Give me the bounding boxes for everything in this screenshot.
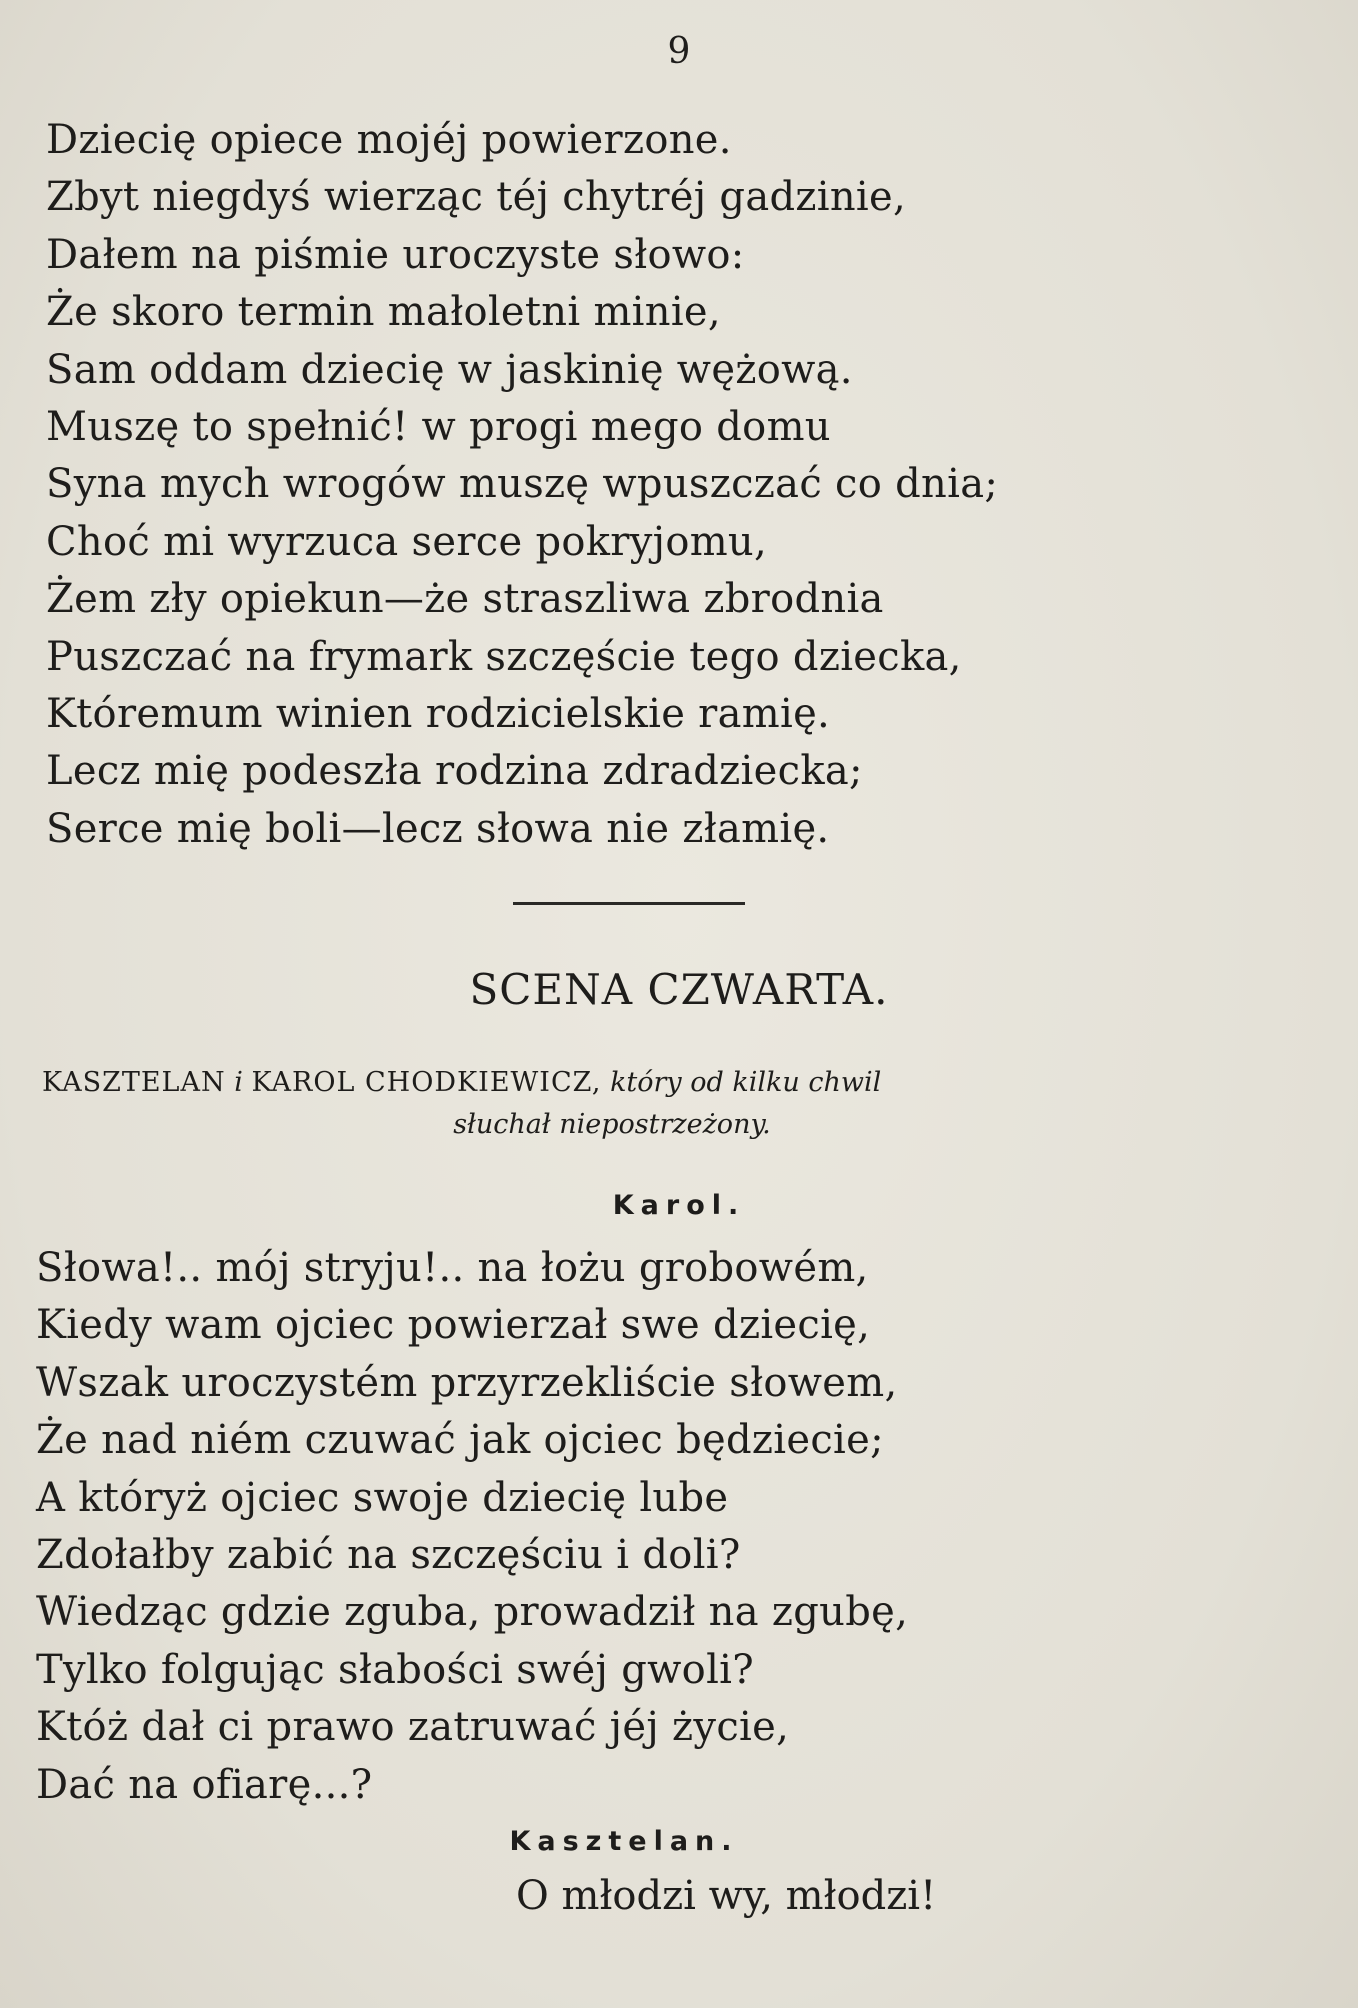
stage-direction-text: który od kilku chwil (610, 1067, 882, 1098)
conjunction: i (234, 1067, 243, 1098)
verse-block-1 (46, 112, 998, 858)
verse-line: Dałem na piśmie uroczyste słowo: (46, 231, 745, 278)
character-name: KASZTELAN (42, 1067, 226, 1098)
verse-line: Że nad niém czuwać jak ojciec będziecie; (36, 1417, 884, 1464)
verse-line: Tylko folgując słabości swéj gwoli? (36, 1646, 754, 1693)
verse-line: Lecz mię podeszła rodzina zdradziecka; (46, 748, 863, 795)
speaker-label: Karol. (612, 1190, 746, 1221)
verse-line: Puszczać na frymark szczęście tego dziecka, (46, 633, 962, 680)
verse-line: Dać na ofiarę...? (36, 1761, 373, 1808)
verse-line: Serce mię boli—lecz słowa nie złamię. (46, 805, 830, 852)
verse-line: Wiedząc gdzie zguba, prowadził na zgubę, (36, 1589, 909, 1636)
speaker-label: Kasztelan. (509, 1826, 739, 1857)
verse-line: Zbyt niegdyś wierząc téj chytréj gadzinie, (46, 174, 907, 221)
verse-line: Zdołałby zabić na szczęściu i doli? (36, 1532, 741, 1579)
verse-line: Że skoro termin małoletni minie, (46, 289, 721, 336)
verse-line: Kiedy wam ojciec powierzał swe dziecię, (36, 1302, 871, 1349)
verse-line: Któż dał ci prawo zatruwać jéj życie, (36, 1704, 790, 1751)
stage-direction-text: słuchał niepostrzeżony. (453, 1109, 771, 1140)
stage-direction (42, 1062, 1222, 1146)
verse-line: Wszak uroczystém przyrzekliście słowem, (36, 1359, 898, 1406)
verse-line: Syna mych wrogów muszę wpuszczać co dnia; (46, 461, 999, 508)
verse-line: Sam oddam dziecię w jaskinię wężową. (46, 346, 853, 393)
verse-line: Dziecię opiece mojéj powierzone. (46, 117, 732, 163)
verse-line: Słowa!.. mój stryju!.. na łożu grobowém, (36, 1245, 869, 1291)
scene-title: SCENA CZWARTA. (469, 965, 889, 1014)
section-divider (513, 902, 745, 905)
verse-line: A któryż ojciec swoje dziecię lube (36, 1474, 729, 1521)
verse-block-2 (36, 1240, 908, 1814)
verse-line: Choć mi wyrzuca serce pokryjomu, (46, 518, 768, 565)
page-number: 9 (667, 31, 691, 72)
verse-line: Żem zły opiekun—że straszliwa zbrodnia (46, 576, 884, 623)
character-name: KAROL CHODKIEWICZ, (251, 1067, 602, 1098)
verse-line: Muszę to spełnić! w progi mego domu (46, 404, 831, 451)
verse-line: Któremum winien rodzicielskie ramię. (46, 691, 831, 738)
verse-line: O młodzi wy, młodzi! (516, 1873, 937, 1919)
